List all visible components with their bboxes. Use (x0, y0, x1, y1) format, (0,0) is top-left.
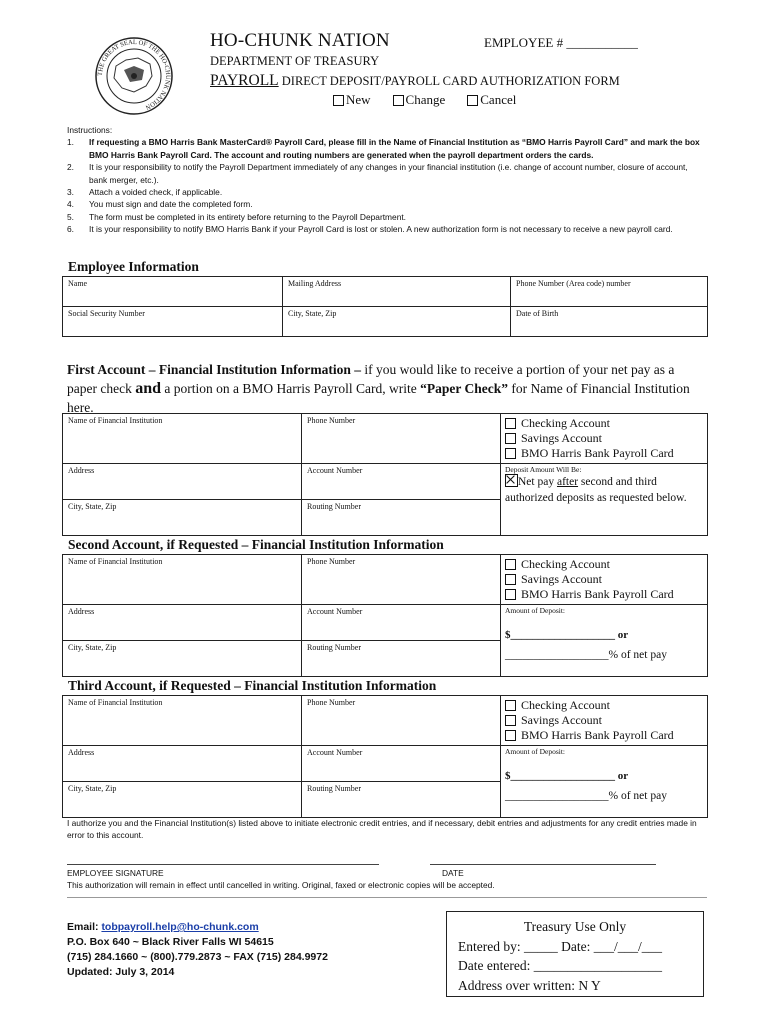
form-type-options (333, 92, 516, 108)
phone-numbers: (715) 284.1660 ~ (800).779.2873 ~ FAX (715) 284.9972 (67, 951, 328, 963)
bmo-label: BMO Harris Bank Payroll Card (521, 728, 674, 742)
instruction-text: The form must be completed in its entirety before returning to the Payroll Department. (89, 211, 407, 222)
option-new-label: New (346, 92, 371, 107)
fi-city-field[interactable] (63, 500, 302, 536)
and-emphasis: and (135, 380, 162, 397)
amount3-cell (501, 746, 708, 818)
fi2-account-number-field[interactable] (302, 605, 501, 641)
checking-option[interactable] (505, 557, 703, 572)
option-cancel[interactable] (467, 92, 516, 108)
fi3-city-label: City, State, Zip (68, 784, 117, 793)
account-type-cell (501, 414, 708, 464)
entered-by-field[interactable]: Entered by: _____ Date: ___/___/___ (458, 938, 662, 954)
instruction-num: 6. (67, 224, 74, 235)
checking-option[interactable] (505, 416, 703, 431)
ho-chunk-seal-logo (94, 36, 174, 116)
after-emphasis: after (556, 476, 579, 488)
phone-label: Phone Number (Area code) number (516, 279, 631, 288)
new-checkbox[interactable] (333, 95, 344, 106)
instruction-num: 2. (67, 162, 74, 173)
checking-label: Checking Account (521, 557, 610, 571)
bmo-label: BMO Harris Bank Payroll Card (521, 446, 674, 460)
first-account-table (62, 413, 708, 536)
savings-label: Savings Account (521, 431, 602, 445)
fi3-routing-field[interactable] (302, 782, 501, 818)
fi-name-field[interactable] (63, 414, 302, 464)
department-title: DEPARTMENT OF TREASURY (210, 54, 380, 68)
second-account-heading: Second Account, if Requested – Financial Institution Information (68, 537, 444, 552)
name-field[interactable] (63, 277, 283, 307)
amount2-cell (501, 605, 708, 677)
option-change-label: Change (405, 92, 446, 107)
option-change[interactable] (393, 92, 446, 108)
fi3-account-number-field[interactable] (302, 746, 501, 782)
savings-label: Savings Account (521, 572, 602, 586)
po-box: P.O. Box 640 ~ Black River Falls WI 54615 (67, 936, 274, 948)
savings-checkbox[interactable] (505, 715, 516, 726)
form-title-text: DIRECT DEPOSIT/PAYROLL CARD AUTHORIZATION FORM (281, 74, 620, 88)
savings-option[interactable] (505, 431, 703, 446)
checking-checkbox[interactable] (505, 418, 516, 429)
instruction-text: Attach a voided check, if applicable. (89, 187, 223, 198)
savings-option[interactable] (505, 572, 703, 587)
net-pay-checkbox[interactable] (505, 474, 518, 487)
authorization-text: I authorize you and the Financial Institution(s) listed above to initiate electronic credit entries, and if necessary, debit entries and adjustments for any credit entries made in error to this account. (67, 818, 697, 840)
employee-info-table (62, 276, 708, 337)
fi2-address-field[interactable] (63, 605, 302, 641)
first-account-text: for Name of Financial Institution here. (67, 381, 690, 415)
account3-type-cell (501, 696, 708, 746)
mailing-address-label: Mailing Address (288, 279, 342, 288)
phone-field[interactable] (511, 277, 708, 307)
savings-checkbox[interactable] (505, 574, 516, 585)
instruction-num: 3. (67, 187, 74, 198)
divider (67, 897, 707, 898)
instruction-text: It is your responsibility to notify BMO Harris Bank if your Payroll Card is lost or stolen. A new authorization form is not necessary to receive a new payroll card. (89, 224, 673, 235)
fi3-name-field[interactable] (63, 696, 302, 746)
bmo-option[interactable] (505, 446, 703, 461)
mailing-address-field[interactable] (283, 277, 511, 307)
fi3-account-number-label: Account Number (307, 748, 363, 757)
percent-amount-field[interactable]: __________________% of net pay (505, 649, 667, 661)
instruction-item (67, 211, 707, 223)
instruction-num: 4. (67, 199, 74, 210)
fi2-name-field[interactable] (63, 555, 302, 605)
change-checkbox[interactable] (393, 95, 404, 106)
net-pay-text-part: Net pay (518, 476, 557, 488)
treasury-use-box (446, 911, 704, 997)
fi-routing-field[interactable] (302, 500, 501, 536)
fi3-city-field[interactable] (63, 782, 302, 818)
fi3-name-label: Name of Financial Institution (68, 698, 163, 707)
email-label: Email: (67, 921, 102, 933)
cancel-checkbox[interactable] (467, 95, 478, 106)
name-label: Name (68, 279, 88, 288)
instruction-text: If requesting a BMO Harris Bank MasterCard® Payroll Card, please fill in the Name of Financial Institution as “BMO Harris Payroll Card” and mark the box BMO Harris Bank Payroll Card. The account and routing numbers are generated when the payroll department orders the cards. (89, 137, 700, 160)
city-state-zip-label: City, State, Zip (288, 309, 337, 318)
fi-routing-label: Routing Number (307, 502, 361, 511)
fi2-address-label: Address (68, 607, 95, 616)
bmo-checkbox[interactable] (505, 589, 516, 600)
fi2-routing-field[interactable] (302, 641, 501, 677)
email-line (67, 920, 328, 935)
net-pay-text-part: second and third authorized deposits as requested below. (505, 476, 687, 504)
first-account-text: if you would like to receive a portion of your net pay as a paper check (67, 362, 675, 396)
ssn-label: Social Security Number (68, 309, 145, 318)
instructions-heading: Instructions: (67, 125, 113, 135)
ssn-field[interactable] (63, 307, 283, 337)
employee-info-heading: Employee Information (68, 259, 199, 274)
city-state-zip-field[interactable] (283, 307, 511, 337)
account2-type-cell (501, 555, 708, 605)
fi-account-number-label: Account Number (307, 466, 363, 475)
instruction-item (67, 186, 707, 198)
checking-label: Checking Account (521, 698, 610, 712)
dob-label: Date of Birth (516, 309, 559, 318)
third-account-heading: Third Account, if Requested – Financial Institution Information (68, 678, 437, 693)
fi-name-label: Name of Financial Institution (68, 416, 163, 425)
bmo-option[interactable] (505, 728, 703, 743)
contact-info (67, 920, 328, 980)
address-over-written-field[interactable]: Address over written: N Y (458, 977, 601, 993)
date-entered-field[interactable]: Date entered: ___________________ (458, 958, 662, 973)
first-account-text: a portion on a BMO Harris Payroll Card, write (161, 381, 421, 396)
amount-label: Amount of Deposit: (505, 747, 565, 756)
first-account-heading: First Account – Financial Institution Information – (67, 362, 362, 377)
net-pay-text (505, 474, 703, 506)
fi3-phone-field[interactable] (302, 696, 501, 746)
checking-checkbox[interactable] (505, 559, 516, 570)
email-link[interactable]: tobpayroll.help@ho-chunk.com (101, 921, 259, 933)
fi3-address-label: Address (68, 748, 95, 757)
savings-option[interactable] (505, 713, 703, 728)
seal-text: THE GREAT SEAL OF THE HO-CHUNK NATION (96, 38, 172, 111)
treasury-title: Treasury Use Only (523, 919, 627, 934)
dollar-amount-field[interactable]: $___________________ or (505, 770, 629, 782)
date-label: DATE (442, 868, 464, 878)
deposit-amount-cell (501, 464, 708, 536)
instruction-text: It is your responsibility to notify the Payroll Department immediately of any changes in your financial institution (i.e. change of account number, closure of account, bank merger, etc.). (89, 162, 688, 185)
signature-label: EMPLOYEE SIGNATURE (67, 868, 164, 878)
fi-phone-label: Phone Number (307, 416, 356, 425)
fi-address-label: Address (68, 466, 95, 475)
form-title (210, 72, 620, 90)
paper-check-emphasis: “Paper Check” (420, 381, 508, 396)
dob-field[interactable] (511, 307, 708, 337)
updated-date: Updated: July 3, 2014 (67, 966, 175, 978)
form-prefix: PAYROLL (210, 72, 279, 89)
fi2-phone-label: Phone Number (307, 557, 356, 566)
employee-number-field[interactable]: EMPLOYEE # ___________ (484, 35, 638, 50)
third-account-table (62, 695, 708, 818)
date-line[interactable] (430, 864, 656, 865)
fi2-account-number-label: Account Number (307, 607, 363, 616)
checking-checkbox[interactable] (505, 700, 516, 711)
fi2-routing-label: Routing Number (307, 643, 361, 652)
instruction-item (67, 161, 707, 186)
percent-amount-field[interactable]: __________________% of net pay (505, 790, 667, 802)
amount-label: Amount of Deposit: (505, 606, 565, 615)
second-account-table (62, 554, 708, 677)
fi-city-label: City, State, Zip (68, 502, 117, 511)
fi2-city-field[interactable] (63, 641, 302, 677)
fi-phone-field[interactable] (302, 414, 501, 464)
option-new[interactable] (333, 92, 371, 108)
deposit-label: Deposit Amount Will Be: (505, 465, 582, 474)
signature-line[interactable] (67, 864, 379, 865)
fi2-phone-field[interactable] (302, 555, 501, 605)
fi-account-number-field[interactable] (302, 464, 501, 500)
instruction-num: 5. (67, 211, 74, 222)
dollar-amount-field[interactable]: $___________________ or (505, 629, 629, 641)
fi-address-field[interactable] (63, 464, 302, 500)
authorization-note: This authorization will remain in effect until cancelled in writing. Original, faxed or electronic copies will be accepted. (67, 880, 495, 890)
first-account-instructions (67, 360, 707, 417)
instruction-text: You must sign and date the completed form. (89, 199, 253, 210)
fi3-routing-label: Routing Number (307, 784, 361, 793)
fi3-address-field[interactable] (63, 746, 302, 782)
checking-option[interactable] (505, 698, 703, 713)
fi2-name-label: Name of Financial Institution (68, 557, 163, 566)
fi3-phone-label: Phone Number (307, 698, 356, 707)
bmo-option[interactable] (505, 587, 703, 602)
checking-label: Checking Account (521, 416, 610, 430)
fi2-city-label: City, State, Zip (68, 643, 117, 652)
instruction-item (67, 223, 707, 235)
nation-title: HO-CHUNK NATION (210, 30, 390, 51)
instruction-item (67, 198, 707, 210)
savings-label: Savings Account (521, 713, 602, 727)
instruction-item (67, 136, 707, 161)
option-cancel-label: Cancel (480, 92, 517, 107)
bmo-checkbox[interactable] (505, 448, 516, 459)
bmo-checkbox[interactable] (505, 730, 516, 741)
instructions (67, 124, 707, 236)
instruction-num: 1. (67, 137, 74, 148)
bmo-label: BMO Harris Bank Payroll Card (521, 587, 674, 601)
savings-checkbox[interactable] (505, 433, 516, 444)
